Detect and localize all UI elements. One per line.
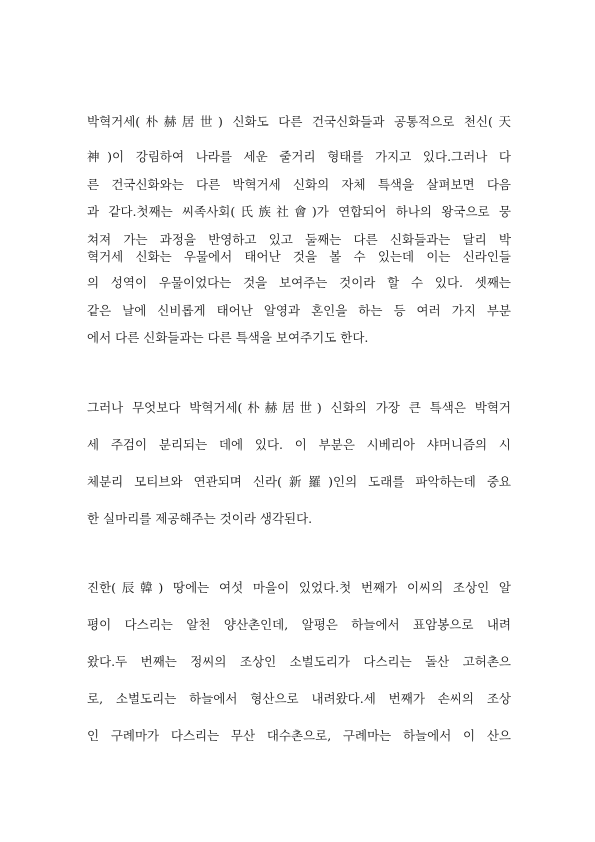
text-line: 에서 다른 신화들과는 다른 특색을 보여주기도 한다.	[87, 330, 369, 345]
text-line: 神)이 강림하여 나라를 세운 줄거리 형태를 가지고 있다.그러나 다	[87, 149, 511, 164]
text-line: 같은 날에 신비롭게 태어난 알영과 혼인을 하는 등 여러 가지 부분	[87, 303, 511, 318]
text-line: 인 구례마가 다스리는 무산 대수촌으로, 구례마는 하늘에서 이 산으	[87, 728, 511, 743]
text-line: 로, 소벌도리는 하늘에서 형산으로 내려왔다.세 번째가 손씨의 조상	[87, 691, 511, 706]
text-line: 진한(辰韓) 땅에는 여섯 마을이 있었다.첫 번째가 이씨의 조상인 알	[87, 580, 511, 595]
text-line: 왔다.두 번째는 정씨의 조상인 소벌도리가 다스리는 돌산 고허촌으	[87, 654, 511, 669]
text-line: 쳐져 가는 과정을 반영하고 있고 둘째는 다른 신화들과는 달리 박	[87, 232, 511, 247]
text-line: 의 성역이 우물이었다는 것을 보여주는 것이라 할 수 있다. 셋째는	[87, 275, 511, 290]
text-line: 평이 다스리는 알천 양산촌인데, 알평은 하늘에서 표암봉으로 내려	[87, 617, 511, 632]
text-line: 체분리 모티브와 연관되며 신라(新羅)인의 도래를 파악하는데 중요	[87, 474, 511, 489]
text-line: 박혁거세(朴赫居世) 신화도 다른 건국신화들과 공통적으로 천신(天	[87, 114, 511, 129]
text-line: 과 같다.첫째는 씨족사회(氏族社會)가 연합되어 하나의 왕국으로 뭉	[87, 204, 511, 219]
text-line: 른 건국신화와는 다른 박혁거세 신화의 자체 특색을 살펴보면 다음	[87, 177, 511, 192]
text-line: 한 실마리를 제공해주는 것이라 생각된다.	[87, 511, 313, 526]
text-line: 혁거세 신화는 우물에서 태어난 것을 볼 수 있는데 이는 신라인들	[87, 249, 511, 264]
text-line: 세 주검이 분리되는 데에 있다. 이 부분은 시베리아 샤머니즘의 시	[87, 437, 511, 452]
text-line: 그러나 무엇보다 박혁거세(朴赫居世) 신화의 가장 큰 특색은 박혁거	[87, 400, 511, 415]
